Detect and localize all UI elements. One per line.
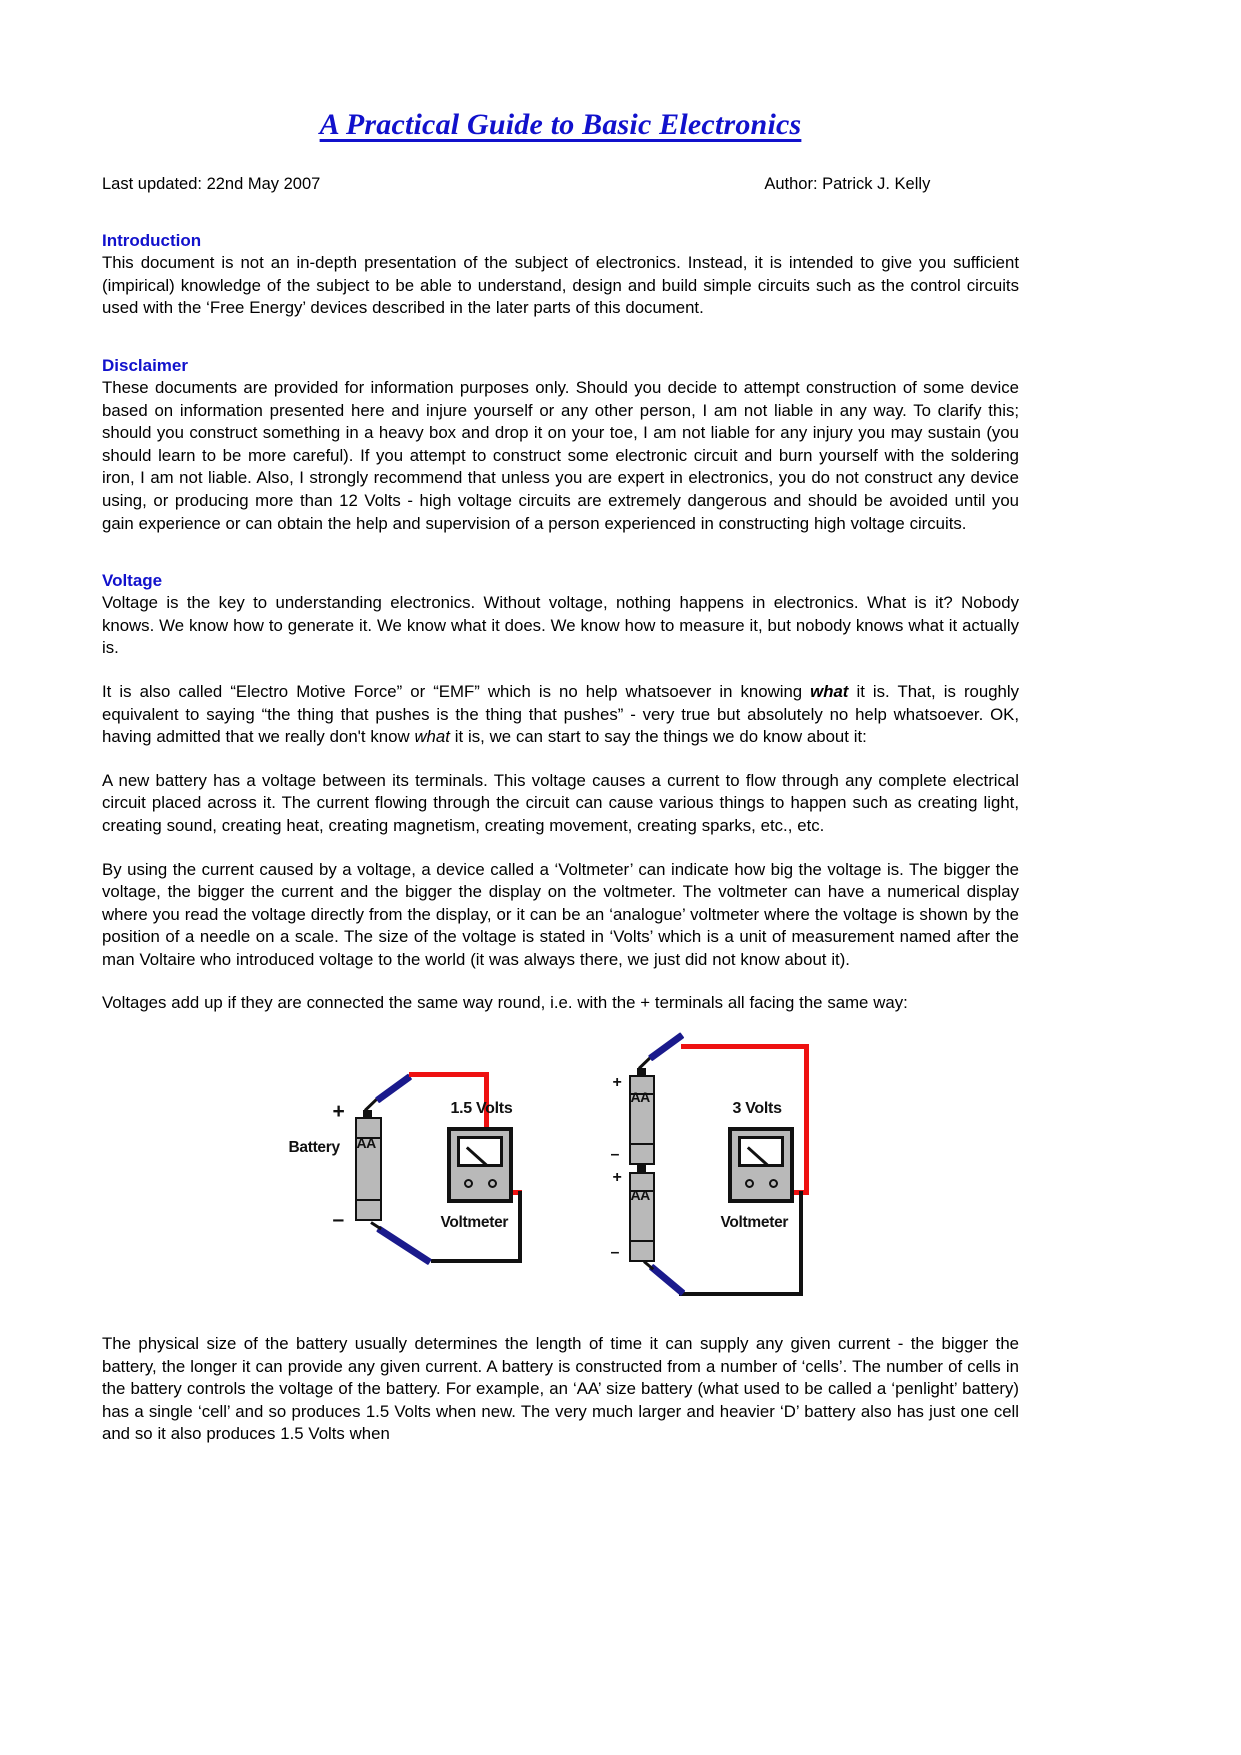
heading-introduction: Introduction [102,230,202,250]
voltage-2-part-a: It is also called “Electro Motive Force” or “EMF” which is no help whatsoever in knowing [102,682,811,702]
figure-series-batteries [102,1039,1019,1311]
voltmeter-face-left [457,1136,503,1167]
probe-body-left [374,1074,411,1104]
paragraph-voltage-6: The physical size of the battery usually determines the length of time it can supply any given current - the bigger the battery, the longer it can provide any given current. A battery is constructed from a number of ‘cells’. The number of cells in the battery controls the voltage of the battery. For example, an ‘AA’ size battery (what used to be called a ‘penlight’ battery) has a single ‘cell’ and so produces 1.5 Volts when new. The very much larger and heavier ‘D’ battery also has just one cell and so it also produces 1.5 Volts when [102,1334,1019,1444]
plus-sign-right-battery-top: + [612,1074,622,1091]
wire-black-down-right [799,1191,803,1296]
paragraph-voltage-1: Voltage is the key to understanding electronics. Without voltage, nothing happens in electronics. What is it? Nobody knows. We know how to generate it. We know what it does. We know how to measure it, but nobody knows what it actually is. [102,593,1019,658]
minus-sign-left-battery: – [332,1208,345,1231]
battery-cell-left [355,1117,382,1221]
battery-terminal-nub-right-bottom [637,1165,646,1172]
voltmeter-terminal-negative-left [488,1179,497,1188]
meter-reading-left: 1.5 Volts [450,1100,513,1117]
battery-terminal-nub-right-top [637,1068,646,1075]
battery-cell-right-bottom [629,1172,655,1262]
paragraph-voltage-3: A new battery has a voltage between its terminals. This voltage causes a current to flow through any complete electrical circuit placed across it. The current flowing through the circuit can cause various things to happen such as creating light, creating sound, creating heat, creating magnetism, creating movement, creating sparks, etc., etc. [102,770,1019,835]
voltage-2-part-b: it is. That, is roughly equivalent to saying “the thing that pushes is the thing that pushes” - very true but absolutely no help whatsoever. OK, having admitted that we really don't know [102,682,1019,747]
paragraph-voltage-4: By using the current caused by a voltage, a device called a ‘Voltmeter’ can indicate how big the voltage is. The bigger the voltage, the bigger the current and the bigger the display on the voltmeter. The voltmeter can have a numerical display where you read the voltage directly from the display, or it can be an ‘analogue’ voltmeter where the voltage is shown by the position of a needle on a scale. The size of the voltage is stated in ‘Volts’ which is a unit of measurement named after the man Voltaire who introduced voltage to the world (it was always there, we just did not know about it). [102,859,1019,969]
heading-voltage: Voltage [102,571,163,591]
battery-cell-label-left: AA [356,1135,376,1151]
battery-label-left: Battery [288,1139,340,1156]
voltmeter-left [447,1127,513,1203]
probe-tip-negative-left [370,1221,382,1230]
heading-disclaimer: Disclaimer [102,355,188,375]
wire-black-bottom-left [431,1259,522,1263]
wire-black-down-left [518,1191,522,1263]
document-content [102,0,1019,1446]
voltmeter-terminal-positive-left [464,1179,473,1188]
paragraph-introduction: This document is not an in-depth presentation of the subject of electronics. Instead, it is intended to give you sufficient (impirical) knowledge of the subject to be able to understand, design and build simple circuits such as the control circuits used with the ‘Free Energy’ devices described in the later parts of this document. [102,253,1019,318]
wire-red-down-right [804,1044,809,1194]
wire-black-bottom-right [679,1292,803,1296]
document-meta [102,175,1019,195]
voltmeter-terminal-positive-right [745,1179,754,1188]
minus-sign-right-battery-top: – [610,1146,620,1163]
paragraph-voltage-5: Voltages add up if they are connected the same way round, i.e. with the + terminals all facing the same way: [102,993,908,1013]
wire-red-top-left [409,1072,489,1077]
paragraph-voltage-2 [102,681,1019,749]
plus-sign-left-battery: + [332,1100,345,1123]
probe-body-negative-right [648,1264,685,1296]
author-text: Author: Patrick J. Kelly [764,175,931,193]
voltmeter-right [728,1127,794,1203]
page-title: A Practical Guide to Basic Electronics [319,108,802,141]
emphasis-what-2: what [414,727,450,747]
probe-body-right [647,1032,683,1061]
minus-sign-right-battery-bottom: – [610,1244,620,1261]
battery-terminal-nub-left [363,1110,372,1117]
voltmeter-face-right [738,1136,784,1167]
meter-reading-right: 3 Volts [732,1100,782,1117]
voltmeter-label-left: Voltmeter [440,1214,509,1231]
probe-body-negative-left [376,1226,432,1266]
voltmeter-needle-left [466,1146,488,1166]
wire-red-top-right [681,1044,809,1049]
last-updated-text: Last updated: 22nd May 2007 [102,175,321,193]
paragraph-disclaimer: These documents are provided for information purposes only. Should you decide to attempt construction of some device based on information presented here and injure yourself or any other person, I am not liable in any way. To clarify this; should you construct something in a heavy box and drop it on your toe, I am not liable for any injury you may sustain (you should learn to be more careful). If you attempt to construct some electronic circuit and burn yourself with the soldering iron, I am not liable. Also, I strongly recommend that unless you are expert in electronics, you do not construct any device using, or producing more than 12 Volts - high voltage circuits are extremely dangerous and should be avoided until you gain experience or can obtain the help and supervision of a person experienced in constructing high voltage circuits. [102,378,1019,533]
voltmeter-needle-right [747,1146,769,1166]
voltage-2-part-c: it is, we can start to say the things we do know about it: [449,727,867,747]
voltmeter-label-right: Voltmeter [720,1214,789,1231]
circuit-diagram [281,1039,841,1311]
plus-sign-right-battery-bottom: + [612,1169,622,1186]
battery-cell-label-right-top: AA [630,1089,650,1105]
voltmeter-terminal-negative-right [769,1179,778,1188]
emphasis-what-1: what [810,682,849,702]
battery-cell-label-right-bottom: AA [630,1187,650,1203]
